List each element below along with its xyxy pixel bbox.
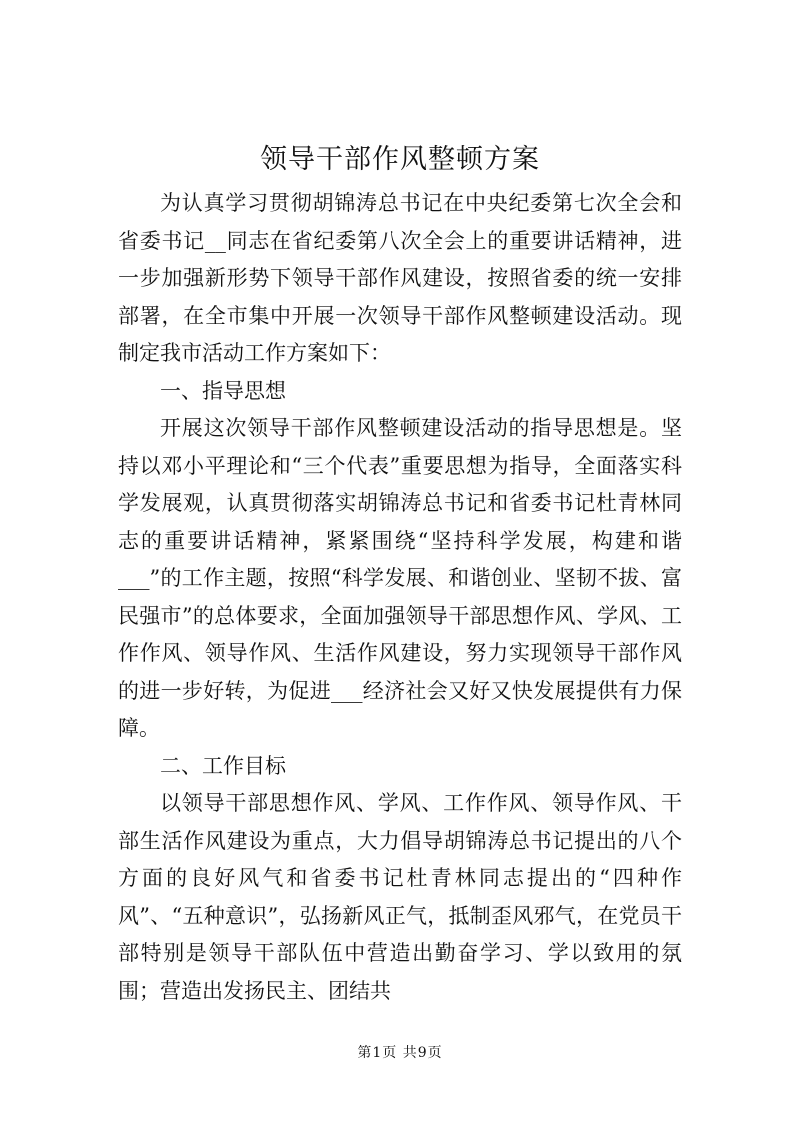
section-heading-guiding-ideology: 一、指导思想 — [160, 378, 286, 403]
document-body — [118, 185, 682, 1010]
intro-paragraph: 为认真学习贯彻胡锦涛总书记在中央纪委第七次全会和省委书记__同志在省纪委第八次全会上的重要讲话精神，进一步加强新形势下领导干部作风建设，按照省委的统一安排部署，在全市集中开展一次领导干部作风整顿建设活动。现制定我市活动工作方案如下： — [118, 191, 682, 365]
document-title: 领导干部作风整顿方案 — [260, 144, 540, 175]
work-goals-paragraph: 以领导干部思想作风、学风、工作作风、领导作风、干部生活作风建设为重点，大力倡导胡锦涛总书记提出的八个方面的良好风气和省委书记杜青林同志提出的“四种作风”、“五种意识”，弘扬新风正气，抵制歪风邪气，在党员干部特别是领导干部队伍中营造出勤奋学习、学以致用的氛围；营造出发扬民主、团结共 — [118, 791, 682, 1003]
section-heading-work-goals: 二、工作目标 — [160, 753, 286, 778]
page-footer: 第1页 共9页 — [357, 1045, 443, 1061]
guiding-ideology-paragraph: 开展这次领导干部作风整顿建设活动的指导思想是。坚持以邓小平理论和“三个代表”重要思想为指导，全面落实科学发展观，认真贯彻落实胡锦涛总书记和省委书记杜青林同志的重要讲话精神，紧紧围绕“坚持科学发展，构建和谐___”的工作主题，按照“科学发展、和谐创业、坚韧不拔、富民强市”的总体要求，全面加强领导干部思想作风、学风、工作作风、领导作风、生活作风建设，努力实现领导干部作风的进一步好转，为促进___经济社会又好又快发展提供有力保障。 — [118, 416, 682, 740]
